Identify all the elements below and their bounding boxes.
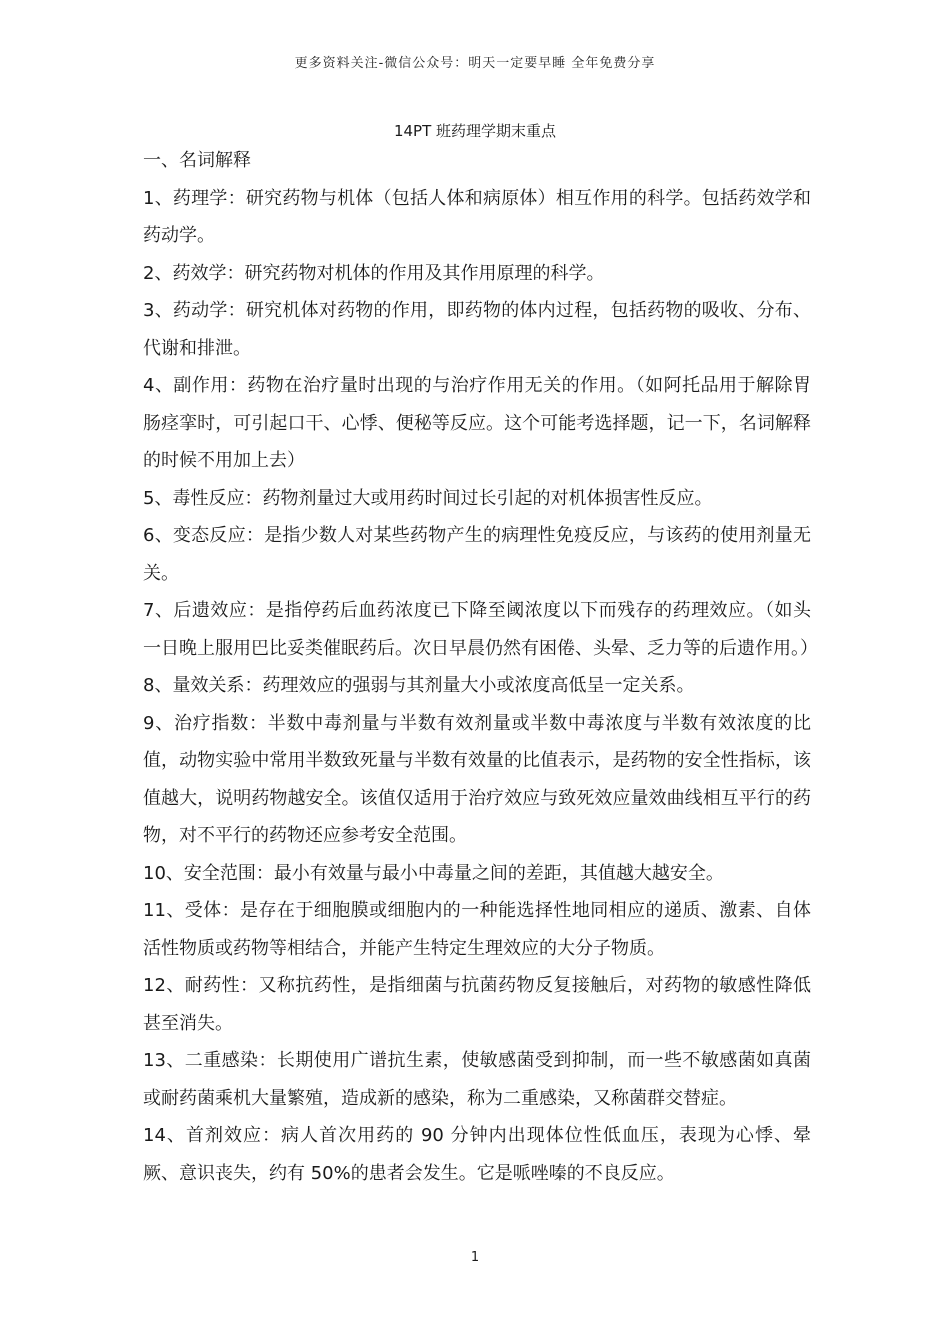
- definition-entry: 4、副作用：药物在治疗量时出现的与治疗作用无关的作用。（如阿托品用于解除胃肠痉挛时，可引起口干、心悸、便秘等反应。这个可能考选择题，记一下，名词解释的时候不用加上去）: [143, 375, 811, 471]
- definition-entry: 5、毒性反应：药物剂量过大或用药时间过长引起的对机体损害性反应。: [143, 487, 713, 509]
- definition-entry: 3、药动学：研究机体对药物的作用，即药物的体内过程，包括药物的吸收、分布、代谢和排泄。: [143, 300, 811, 359]
- definition-entry: 11、受体：是存在于细胞膜或细胞内的一种能选择性地同相应的递质、激素、自体活性物质或药物等相结合，并能产生特定生理效应的大分子物质。: [143, 900, 811, 959]
- definition-entry: 10、安全范围：最小有效量与最小中毒量之间的差距，其值越大越安全。: [143, 862, 724, 884]
- definition-entry: 14、首剂效应：病人首次用药的 90 分钟内出现体位性低血压，表现为心悸、晕厥、意识丧失，约有 50%的患者会发生。它是哌唑嗪的不良反应。: [143, 1125, 811, 1184]
- definition-entry: 13、二重感染：长期使用广谱抗生素，使敏感菌受到抑制，而一些不敏感菌如真菌或耐药菌乘机大量繁殖，造成新的感染，称为二重感染，又称菌群交替症。: [143, 1050, 811, 1109]
- definition-entry: 9、治疗指数：半数中毒剂量与半数有效剂量或半数中毒浓度与半数有效浓度的比值，动物实验中常用半数致死量与半数有效量的比值表示，是药物的安全性指标，该值越大，说明药物越安全。该值仅适用于治疗效应与致死效应量效曲线相互平行的药物，对不平行的药物还应参考安全范围。: [143, 712, 811, 846]
- definition-entry: 2、药效学：研究药物对机体的作用及其作用原理的科学。: [143, 262, 605, 284]
- section-heading: 一、名词解释: [143, 150, 251, 171]
- page-header: 更多资料关注-微信公众号：明天一定要早睡 全年免费分享: [294, 56, 656, 71]
- page-number: 1: [470, 1250, 480, 1265]
- definition-entry: 12、耐药性：又称抗药性，是指细菌与抗菌药物反复接触后，对药物的敏感性降低甚至消失。: [143, 975, 811, 1034]
- document-body: [143, 142, 818, 1192]
- definition-entry: 6、变态反应：是指少数人对某些药物产生的病理性免疫反应，与该药的使用剂量无关。: [143, 525, 811, 584]
- definition-entry: 8、量效关系：药理效应的强弱与其剂量大小或浓度高低呈一定关系。: [143, 675, 695, 696]
- definition-entry: 1、药理学：研究药物与机体（包括人体和病原体）相互作用的科学。包括药效学和药动学。: [143, 187, 811, 246]
- document-title: 14PT 班药理学期末重点: [393, 122, 557, 140]
- definition-entry: 7、后遗效应：是指停药后血药浓度已下降至阈浓度以下而残存的药理效应。（如头一日晚上服用巴比妥类催眠药后。次日早晨仍然有困倦、头晕、乏力等的后遗作用。）: [143, 600, 818, 659]
